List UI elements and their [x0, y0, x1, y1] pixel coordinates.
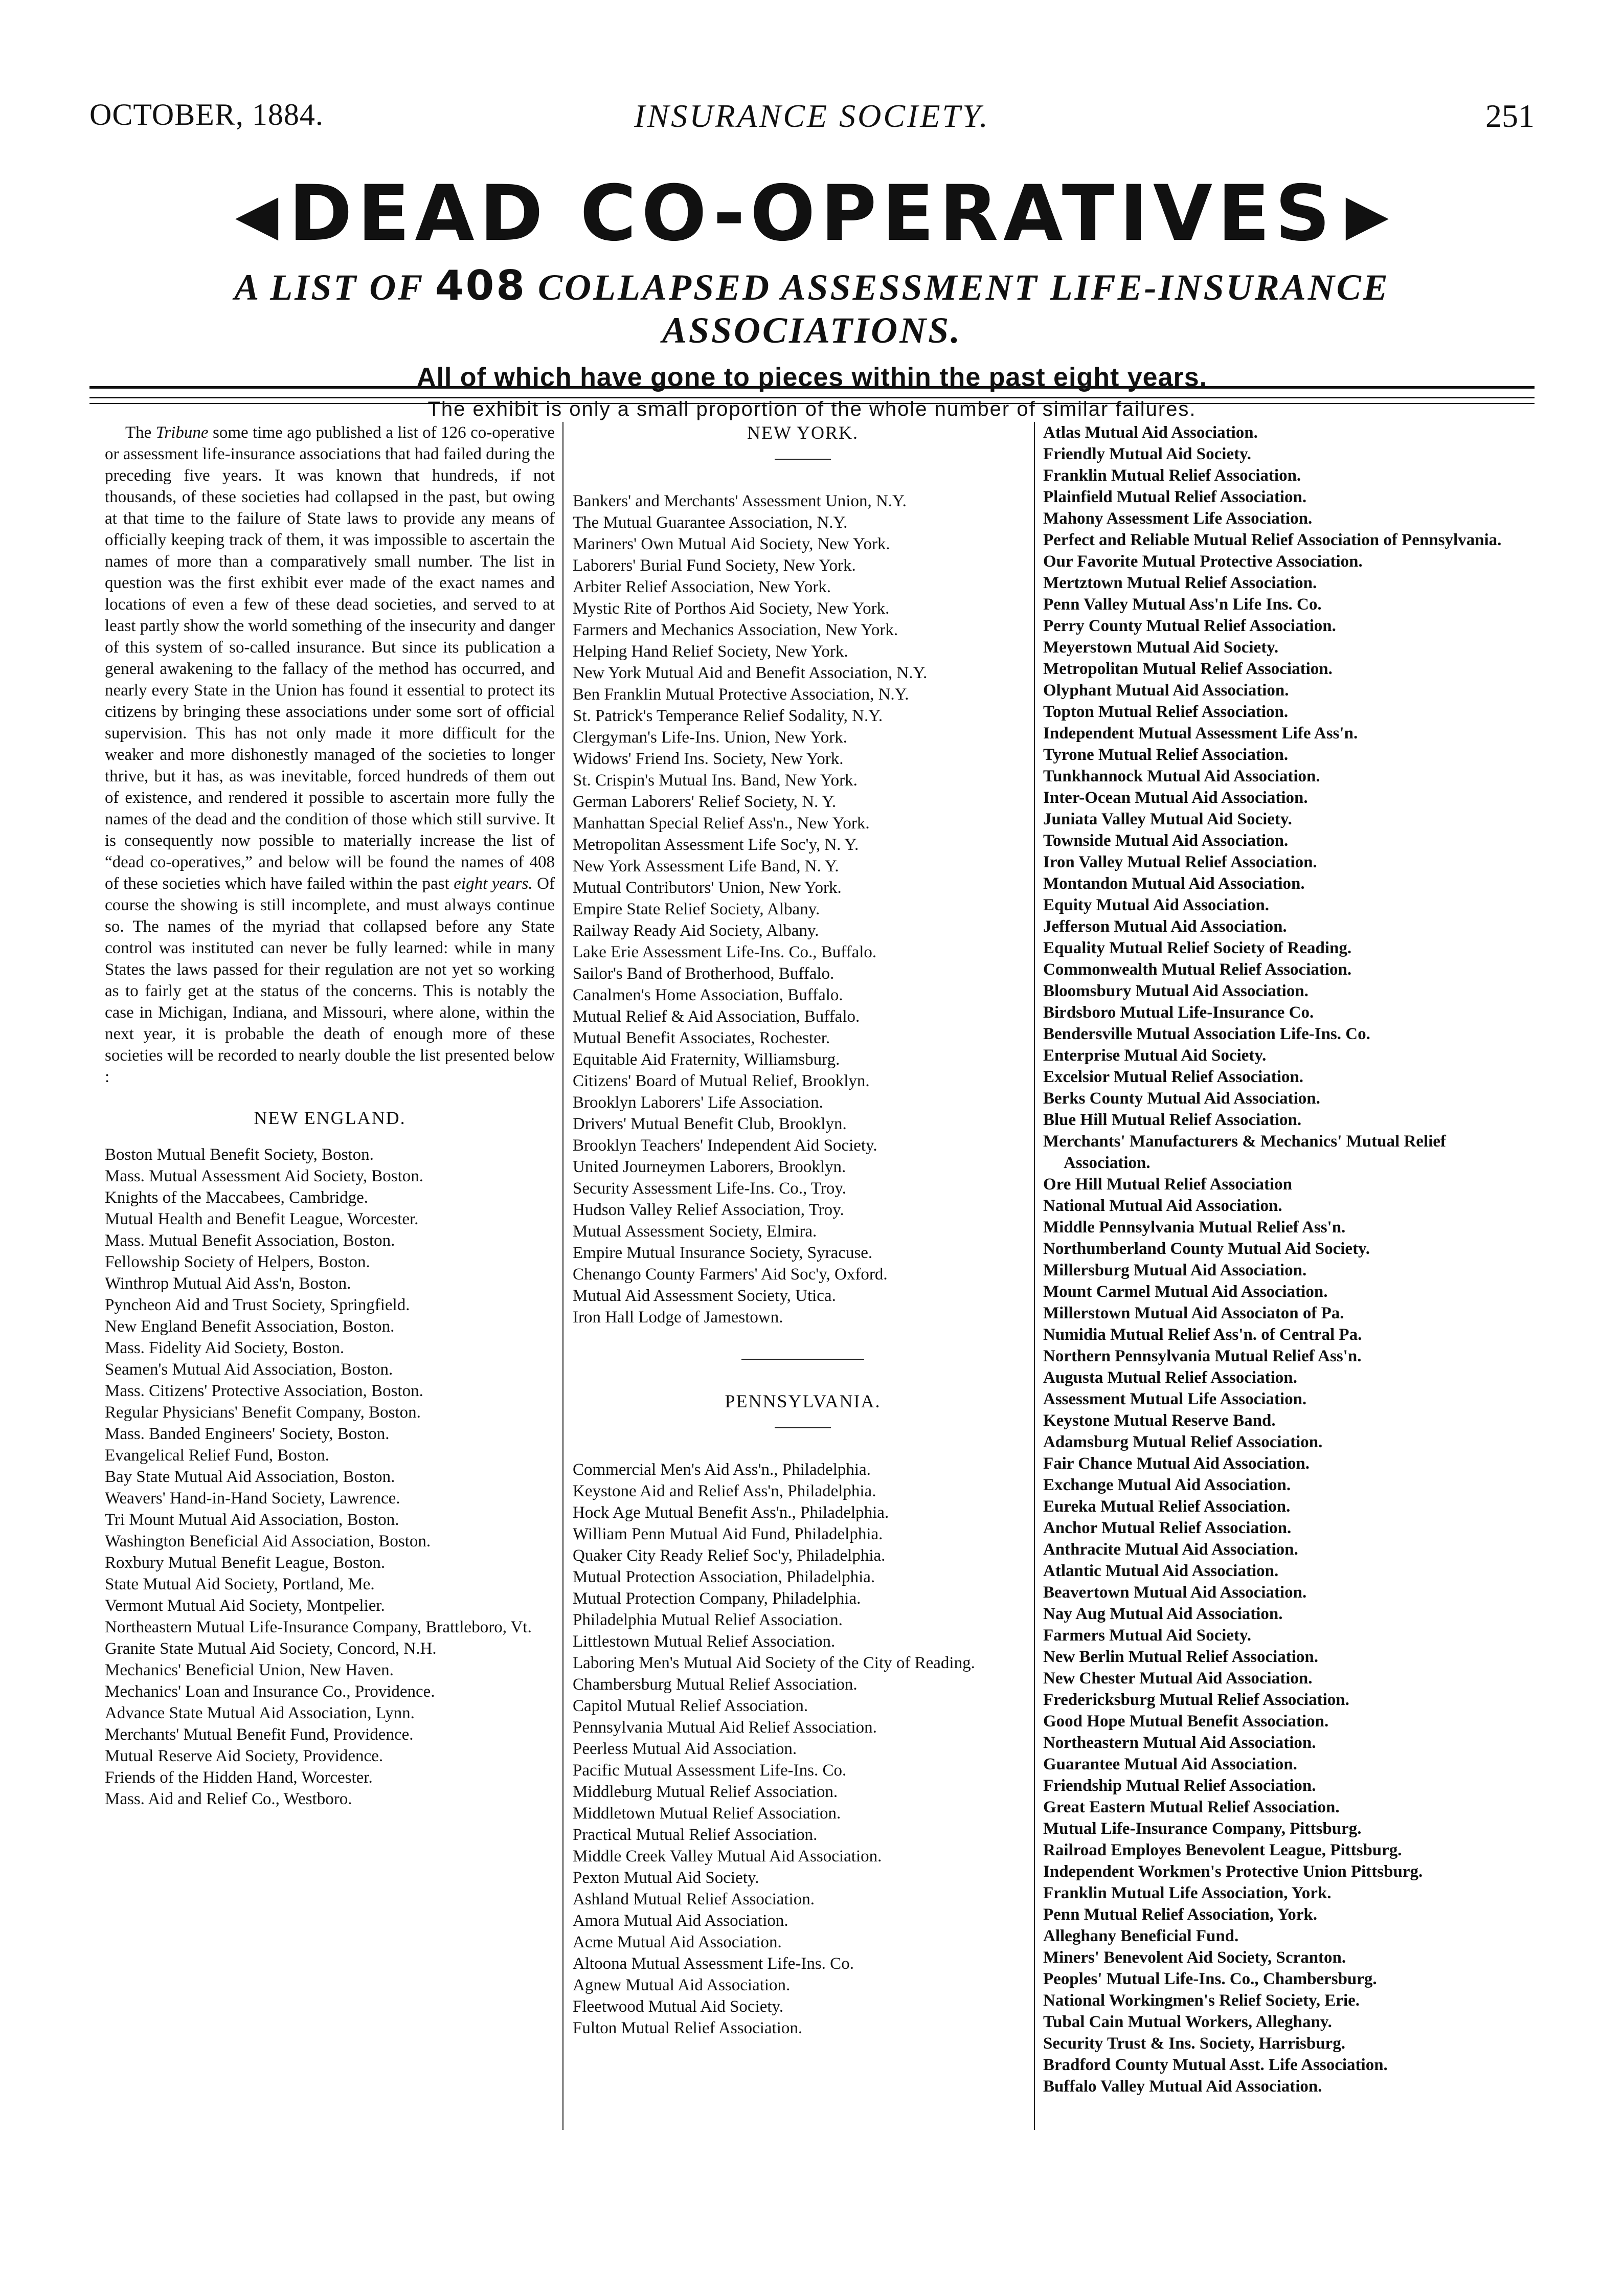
association-entry: Weavers' Hand-in-Hand Society, Lawrence. — [105, 1489, 400, 1508]
association-entry: Mass. Mutual Benefit Association, Boston. — [105, 1231, 395, 1250]
association-entry: Franklin Mutual Life Association, York. — [1043, 1884, 1332, 1902]
association-entry: Middletown Mutual Relief Association. — [573, 1804, 841, 1823]
association-entry: Railroad Employes Benevolent League, Pittsburg. — [1043, 1841, 1402, 1859]
publication-title: INSURANCE SOCIETY. — [634, 98, 990, 134]
association-entry: Franklin Mutual Relief Association. — [1043, 466, 1301, 485]
association-entry: Farmers and Mechanics Association, New York. — [573, 621, 898, 639]
association-entry: Millersburg Mutual Aid Association. — [1043, 1261, 1307, 1279]
association-entry: Augusta Mutual Relief Association. — [1043, 1368, 1297, 1387]
association-entry: Mutual Reserve Aid Society, Providence. — [105, 1747, 384, 1765]
association-entry: Empire State Relief Society, Albany. — [573, 900, 820, 918]
association-entry: Mutual Benefit Associates, Rochester. — [573, 1029, 830, 1047]
association-entry: Enterprise Mutual Aid Society. — [1043, 1046, 1267, 1065]
association-entry: Adamsburg Mutual Relief Association. — [1043, 1433, 1323, 1451]
association-entry: Peerless Mutual Aid Association. — [573, 1740, 797, 1758]
association-entry: Mass. Fidelity Aid Society, Boston. — [105, 1339, 345, 1357]
column-3 — [1043, 422, 1524, 2097]
association-entry: Practical Mutual Relief Association. — [573, 1826, 818, 1844]
association-entry: William Penn Mutual Aid Fund, Philadelphia. — [573, 1525, 883, 1543]
association-entry: Friendly Mutual Aid Society. — [1043, 445, 1252, 463]
association-entry: Merchants' Mutual Benefit Fund, Providence. — [105, 1725, 414, 1744]
association-entry: Helping Hand Relief Society, New York. — [573, 642, 848, 661]
pennsylvania-heading: PENNSYLVANIA. — [725, 1391, 881, 1411]
pennsylvania-list — [573, 1459, 1033, 2039]
association-entry: Pyncheon Aid and Trust Society, Springfield. — [105, 1296, 410, 1314]
association-entry: Friends of the Hidden Hand, Worcester. — [105, 1768, 373, 1787]
association-entry: Our Favorite Mutual Protective Association. — [1043, 552, 1363, 571]
association-entry: Montandon Mutual Aid Association. — [1043, 874, 1305, 893]
association-entry: Friendship Mutual Relief Association. — [1043, 1777, 1316, 1795]
new-york-list — [573, 490, 1033, 1328]
association-entry: Meyerstown Mutual Aid Society. — [1043, 638, 1279, 657]
association-entry: Middle Creek Valley Mutual Aid Association. — [573, 1847, 882, 1866]
subtitle — [89, 262, 1535, 352]
subtitle-end: COLLAPSED ASSESSMENT LIFE-INSURANCE ASSOCIATIONS. — [527, 266, 1390, 351]
association-entry: Tubal Cain Mutual Workers, Alleghany. — [1043, 2013, 1332, 2031]
association-entry: Bloomsbury Mutual Aid Association. — [1043, 982, 1309, 1000]
association-entry: Iron Valley Mutual Relief Association. — [1043, 853, 1317, 871]
association-entry: Equitable Aid Fraternity, Williamsburg. — [573, 1050, 840, 1069]
association-entry: Buffalo Valley Mutual Aid Association. — [1043, 2077, 1322, 2096]
association-entry: New Berlin Mutual Relief Association. — [1043, 1648, 1319, 1666]
association-entry: Tri Mount Mutual Aid Association, Boston. — [105, 1511, 399, 1529]
association-entry: Mystic Rite of Porthos Aid Society, New York. — [573, 599, 890, 618]
association-entry: National Workingmen's Relief Society, Erie. — [1043, 1991, 1360, 2010]
column-2 — [573, 422, 1033, 2039]
association-entry: Equity Mutual Aid Association. — [1043, 896, 1269, 914]
association-entry: Iron Hall Lodge of Jamestown. — [573, 1308, 783, 1327]
association-entry: Laborers' Burial Fund Society, New York. — [573, 556, 856, 575]
association-entry: Penn Mutual Relief Association, York. — [1043, 1905, 1317, 1924]
association-entry: Birdsboro Mutual Life-Insurance Co. — [1043, 1003, 1314, 1022]
association-entry: Anthracite Mutual Aid Association. — [1043, 1540, 1298, 1559]
tagline: All of which have gone to pieces within the past eight years. — [416, 362, 1208, 392]
association-entry: Fredericksburg Mutual Relief Association. — [1043, 1691, 1349, 1709]
association-entry: Peoples' Mutual Life-Ins. Co., Chambersburg. — [1043, 1970, 1377, 1988]
intro-paragraph — [105, 422, 555, 1088]
association-entry: German Laborers' Relief Society, N. Y. — [573, 793, 837, 811]
headline: DEAD CO-OPERATIVES — [288, 169, 1336, 258]
association-entry: Brooklyn Laborers' Life Association. — [573, 1093, 823, 1112]
association-entry: United Journeymen Laborers, Brooklyn. — [573, 1158, 846, 1176]
association-entry: Advance State Mutual Aid Association, Lynn. — [105, 1704, 415, 1722]
association-entry: St. Patrick's Temperance Relief Sodality, N.Y. — [573, 707, 883, 725]
header-double-rule — [89, 386, 1535, 398]
pennsylvania-rule — [775, 1427, 831, 1428]
association-entry: Fellowship Society of Helpers, Boston. — [105, 1253, 370, 1271]
association-entry: Washington Beneficial Aid Association, Boston. — [105, 1532, 431, 1551]
new-england-heading: NEW ENGLAND. — [254, 1108, 406, 1128]
association-entry: Pennsylvania Mutual Aid Relief Association. — [573, 1718, 877, 1737]
association-entry: Security Trust & Ins. Society, Harrisburg. — [1043, 2034, 1345, 2053]
association-entry: Lake Erie Assessment Life-Ins. Co., Buffalo. — [573, 943, 877, 961]
association-entry: Winthrop Mutual Aid Ass'n, Boston. — [105, 1274, 351, 1293]
association-entry: Juniata Valley Mutual Aid Society. — [1043, 810, 1292, 828]
association-entry: Eureka Mutual Relief Association. — [1043, 1497, 1291, 1516]
association-entry: Ben Franklin Mutual Protective Association, N.Y. — [573, 685, 909, 704]
association-entry: Blue Hill Mutual Relief Association. — [1043, 1111, 1302, 1129]
association-entry: Mechanics' Loan and Insurance Co., Providence. — [105, 1682, 435, 1701]
association-entry: Mass. Citizens' Protective Association, Boston. — [105, 1382, 423, 1400]
association-entry: Northeastern Mutual Life-Insurance Company, Brattleboro, Vt. — [105, 1618, 532, 1636]
association-entry: Alleghany Beneficial Fund. — [1043, 1927, 1239, 1945]
association-entry: New York Assessment Life Band, N. Y. — [573, 857, 839, 875]
association-entry: Mechanics' Beneficial Union, New Haven. — [105, 1661, 394, 1679]
association-entry: Metropolitan Mutual Relief Association. — [1043, 660, 1333, 678]
association-entry: Inter-Ocean Mutual Aid Association. — [1043, 789, 1308, 807]
headline-row — [89, 169, 1535, 258]
association-entry: Penn Valley Mutual Ass'n Life Ins. Co. — [1043, 595, 1322, 614]
association-entry: Mutual Relief & Aid Association, Buffalo. — [573, 1007, 860, 1026]
association-entry: Independent Mutual Assessment Life Ass'n. — [1043, 724, 1358, 743]
association-entry: Miners' Benevolent Aid Society, Scranton. — [1043, 1948, 1346, 1967]
association-entry: Assessment Mutual Life Association. — [1043, 1390, 1307, 1408]
association-entry: Brooklyn Teachers' Independent Aid Society. — [573, 1136, 877, 1155]
association-entry: Security Assessment Life-Ins. Co., Troy. — [573, 1179, 847, 1198]
subtitle-count: 408 — [435, 261, 527, 309]
issue-date: OCTOBER, 1884. — [89, 98, 324, 131]
association-entry: Amora Mutual Aid Association. — [573, 1912, 788, 1930]
eight-years-emphasis: eight years. — [454, 874, 533, 893]
association-entry: Ore Hill Mutual Relief Association — [1043, 1175, 1293, 1194]
association-entry: Laboring Men's Mutual Aid Society of the City of Reading. — [573, 1654, 975, 1672]
association-entry: Boston Mutual Benefit Society, Boston. — [105, 1145, 374, 1164]
association-entry: Regular Physicians' Benefit Company, Boston. — [105, 1403, 421, 1422]
association-entry: Mutual Protection Association, Philadelphia. — [573, 1568, 875, 1586]
association-entry: Mass. Aid and Relief Co., Westboro. — [105, 1790, 352, 1808]
intro-text-1: The — [125, 423, 156, 442]
association-entry: Acme Mutual Aid Association. — [573, 1933, 782, 1951]
association-entry: Mass. Mutual Assessment Aid Society, Boston. — [105, 1167, 424, 1185]
right-ornament-icon: ▶ — [1345, 181, 1389, 247]
association-entry: Granite State Mutual Aid Society, Concord, N.H. — [105, 1639, 437, 1658]
association-entry: Northeastern Mutual Aid Association. — [1043, 1734, 1316, 1752]
association-entry: Railway Ready Aid Society, Albany. — [573, 922, 819, 940]
association-entry: Bendersville Mutual Association Life-Ins. Co. — [1043, 1025, 1370, 1043]
association-entry: Topton Mutual Relief Association. — [1043, 703, 1289, 721]
association-entry: Vermont Mutual Aid Society, Montpelier. — [105, 1597, 385, 1615]
header-rule — [89, 403, 1535, 404]
association-entry: Berks County Mutual Aid Association. — [1043, 1089, 1320, 1108]
association-entry: New Chester Mutual Aid Association. — [1043, 1669, 1313, 1688]
association-entry: Chambersburg Mutual Relief Association. — [573, 1675, 858, 1694]
association-entry: Ashland Mutual Relief Association. — [573, 1890, 815, 1908]
column-divider-2 — [1034, 422, 1035, 2130]
association-entry: Perfect and Reliable Mutual Relief Association of Pennsylvania. — [1043, 531, 1502, 549]
association-entry: St. Crispin's Mutual Ins. Band, New York. — [573, 771, 858, 790]
association-entry: Atlantic Mutual Aid Association. — [1043, 1562, 1279, 1580]
association-entry: National Mutual Aid Association. — [1043, 1197, 1282, 1215]
association-entry: Great Eastern Mutual Relief Association. — [1043, 1798, 1340, 1816]
association-entry: Mahony Assessment Life Association. — [1043, 509, 1313, 528]
association-entry: Keystone Mutual Reserve Band. — [1043, 1411, 1276, 1430]
association-entry: Atlas Mutual Aid Association. — [1043, 423, 1258, 442]
association-entry: Altoona Mutual Assessment Life-Ins. Co. — [573, 1955, 854, 1973]
column-1 — [105, 422, 555, 1810]
association-entry: The Mutual Guarantee Association, N.Y. — [573, 513, 848, 532]
association-entry: Northumberland County Mutual Aid Society. — [1043, 1240, 1370, 1258]
association-entry: New York Mutual Aid and Benefit Association, N.Y. — [573, 664, 928, 682]
association-entry: Independent Workmen's Protective Union Pittsburg. — [1043, 1862, 1423, 1881]
association-entry: Hudson Valley Relief Association, Troy. — [573, 1201, 844, 1219]
association-entry: Mertztown Mutual Relief Association. — [1043, 574, 1317, 592]
association-entry: Tunkhannock Mutual Aid Association. — [1043, 767, 1320, 785]
association-entry: Mutual Assessment Society, Elmira. — [573, 1222, 817, 1241]
banner — [89, 169, 1535, 421]
pennsylvania-list-continued — [1043, 422, 1524, 2097]
association-entry: Widows' Friend Ins. Society, New York. — [573, 750, 844, 768]
association-entry: Plainfield Mutual Relief Association. — [1043, 488, 1307, 506]
page-number: 251 — [1485, 98, 1535, 134]
association-entry: Mutual Life-Insurance Company, Pittsburg. — [1043, 1819, 1362, 1838]
intro-text-2: some time ago published a list of 126 co-operative or assessment life-insurance associations that had failed during the preceding five years. It was known that hundreds, if not thousands, of these societies had collapsed in the past, but owing at that time to the failure of State laws to provide any means of officially keeping track of them, it was impossible to ascertain the names of more than a comparatively small number. The list in question was the first exhibit ever made of the exact names and locations of even a few of these dead societies, and served to at least partly show the world something of the insecurity and danger of this system of so-called insurance. But since its publication a general awakening to the fallacy of the method has occurred, and nearly every State in the Union has found it essential to protect its citizens by bringing these associations under some sort of official supervision. This has not only made it more difficult for the weaker and more dishonestly managed of the societies to longer thrive, but it has, as was inevitable, forced hundreds of them out of existence, and rendered it possible to ascertain more fully the names of the dead and the condition of those which still survive. It is consequently now possible to materially increase the list of “dead co-operatives,” and below will be found the names of 408 of these societies which have failed within the past — [105, 423, 555, 893]
new-york-heading: NEW YORK. — [747, 422, 859, 443]
association-entry: Tyrone Mutual Relief Association. — [1043, 746, 1289, 764]
association-entry: State Mutual Aid Society, Portland, Me. — [105, 1575, 375, 1593]
association-entry: Mutual Protection Company, Philadelphia. — [573, 1589, 861, 1608]
association-entry: Northern Pennsylvania Mutual Relief Ass'n. — [1043, 1347, 1362, 1365]
column-divider-1 — [562, 422, 563, 2130]
association-entry: Beavertown Mutual Aid Association. — [1043, 1583, 1307, 1602]
association-entry: Agnew Mutual Aid Association. — [573, 1976, 791, 1994]
association-entry: Jefferson Mutual Aid Association. — [1043, 917, 1287, 936]
exhibit-note: The exhibit is only a small proportion of the whole number of similar failures. — [427, 397, 1197, 420]
association-entry: Guarantee Mutual Aid Association. — [1043, 1755, 1297, 1773]
association-entry: Manhattan Special Relief Ass'n., New York. — [573, 814, 870, 833]
association-entry: Numidia Mutual Relief Ass'n. of Central Pa. — [1043, 1326, 1362, 1344]
association-entry: Anchor Mutual Relief Association. — [1043, 1519, 1292, 1537]
association-entry: Good Hope Mutual Benefit Association. — [1043, 1712, 1329, 1731]
association-entry: Fulton Mutual Relief Association. — [573, 2019, 803, 2037]
association-entry: Mount Carmel Mutual Aid Association. — [1043, 1283, 1328, 1301]
association-entry: Mass. Banded Engineers' Society, Boston. — [105, 1425, 390, 1443]
association-entry: Hock Age Mutual Benefit Ass'n., Philadelphia. — [573, 1503, 889, 1522]
association-entry: Littlestown Mutual Relief Association. — [573, 1632, 836, 1651]
association-entry: Roxbury Mutual Benefit League, Boston. — [105, 1554, 386, 1572]
association-entry: Middleburg Mutual Relief Association. — [573, 1783, 838, 1801]
association-entry: Merchants' Manufacturers & Mechanics' Mutual Relief Association. — [1043, 1132, 1446, 1172]
association-entry: Olyphant Mutual Aid Association. — [1043, 681, 1289, 700]
association-entry: Fleetwood Mutual Aid Society. — [573, 1997, 784, 2016]
association-entry: Keystone Aid and Relief Ass'n, Philadelphia. — [573, 1482, 876, 1500]
association-entry: Sailor's Band of Brotherhood, Buffalo. — [573, 964, 834, 983]
tribune-name: Tribune — [155, 423, 209, 442]
section-separator-rule — [741, 1359, 864, 1360]
association-entry: New England Benefit Association, Boston. — [105, 1317, 395, 1336]
association-entry: Philadelphia Mutual Relief Association. — [573, 1611, 843, 1629]
association-entry: Nay Aug Mutual Aid Association. — [1043, 1605, 1283, 1623]
association-entry: Mutual Health and Benefit League, Worcester. — [105, 1210, 419, 1228]
association-entry: Excelsior Mutual Relief Association. — [1043, 1068, 1304, 1086]
association-entry: Exchange Mutual Aid Association. — [1043, 1476, 1291, 1494]
association-entry: Metropolitan Assessment Life Soc'y, N. Y. — [573, 836, 859, 854]
intro-text-3: Of course the showing is still incomplete, and must always continue so. The names of the myriad that collapsed before any State control was instituted can never be fully learned: while in many States the laws passed for their regulation are not yet so working as to fairly get at the status of the concerns. This is notably the case in Michigan, Indiana, and Missouri, where alone, within the next year, it is probable the death of enough more of these societies will be recorded to nearly double the list presented below : — [105, 874, 555, 1086]
association-entry: Pexton Mutual Aid Society. — [573, 1869, 759, 1887]
association-entry: Equality Mutual Relief Society of Reading. — [1043, 939, 1352, 957]
association-entry: Empire Mutual Insurance Society, Syracuse. — [573, 1244, 873, 1262]
association-entry: Millerstown Mutual Aid Associaton of Pa. — [1043, 1304, 1344, 1322]
association-entry: Capitol Mutual Relief Association. — [573, 1697, 808, 1715]
association-entry: Commonwealth Mutual Relief Association. — [1043, 960, 1352, 979]
association-entry: Clergyman's Life-Ins. Union, New York. — [573, 728, 847, 747]
association-entry: Knights of the Maccabees, Cambridge. — [105, 1188, 369, 1207]
new-york-rule — [775, 459, 831, 460]
association-entry: Middle Pennsylvania Mutual Relief Ass'n. — [1043, 1218, 1346, 1237]
new-england-list — [105, 1144, 555, 1810]
association-entry: Perry County Mutual Relief Association. — [1043, 617, 1336, 635]
association-entry: Commercial Men's Aid Ass'n., Philadelphia. — [573, 1461, 871, 1479]
association-entry: Bradford County Mutual Asst. Life Association. — [1043, 2056, 1388, 2074]
subtitle-start: A LIST OF — [234, 266, 435, 308]
association-entry: Canalmen's Home Association, Buffalo. — [573, 986, 843, 1004]
association-entry: Quaker City Ready Relief Soc'y, Philadelphia. — [573, 1546, 886, 1565]
association-entry: Fair Chance Mutual Aid Association. — [1043, 1454, 1310, 1473]
association-entry: Arbiter Relief Association, New York. — [573, 578, 831, 596]
association-entry: Townside Mutual Aid Association. — [1043, 832, 1289, 850]
association-entry: Mariners' Own Mutual Aid Society, New York. — [573, 535, 890, 553]
association-entry: Farmers Mutual Aid Society. — [1043, 1626, 1251, 1645]
association-entry: Mutual Aid Assessment Society, Utica. — [573, 1287, 836, 1305]
association-entry: Evangelical Relief Fund, Boston. — [105, 1446, 330, 1465]
association-entry: Bay State Mutual Aid Association, Boston. — [105, 1468, 395, 1486]
association-entry: Chenango County Farmers' Aid Soc'y, Oxford. — [573, 1265, 888, 1284]
association-entry: Citizens' Board of Mutual Relief, Brooklyn. — [573, 1072, 870, 1090]
association-entry: Bankers' and Merchants' Assessment Union, N.Y. — [573, 492, 907, 510]
association-entry: Drivers' Mutual Benefit Club, Brooklyn. — [573, 1115, 847, 1133]
association-entry: Mutual Contributors' Union, New York. — [573, 879, 842, 897]
association-entry: Pacific Mutual Assessment Life-Ins. Co. — [573, 1761, 847, 1780]
running-header — [89, 97, 1535, 143]
left-ornament-icon: ◀ — [235, 181, 279, 247]
association-entry: Seamen's Mutual Aid Association, Boston. — [105, 1360, 393, 1379]
